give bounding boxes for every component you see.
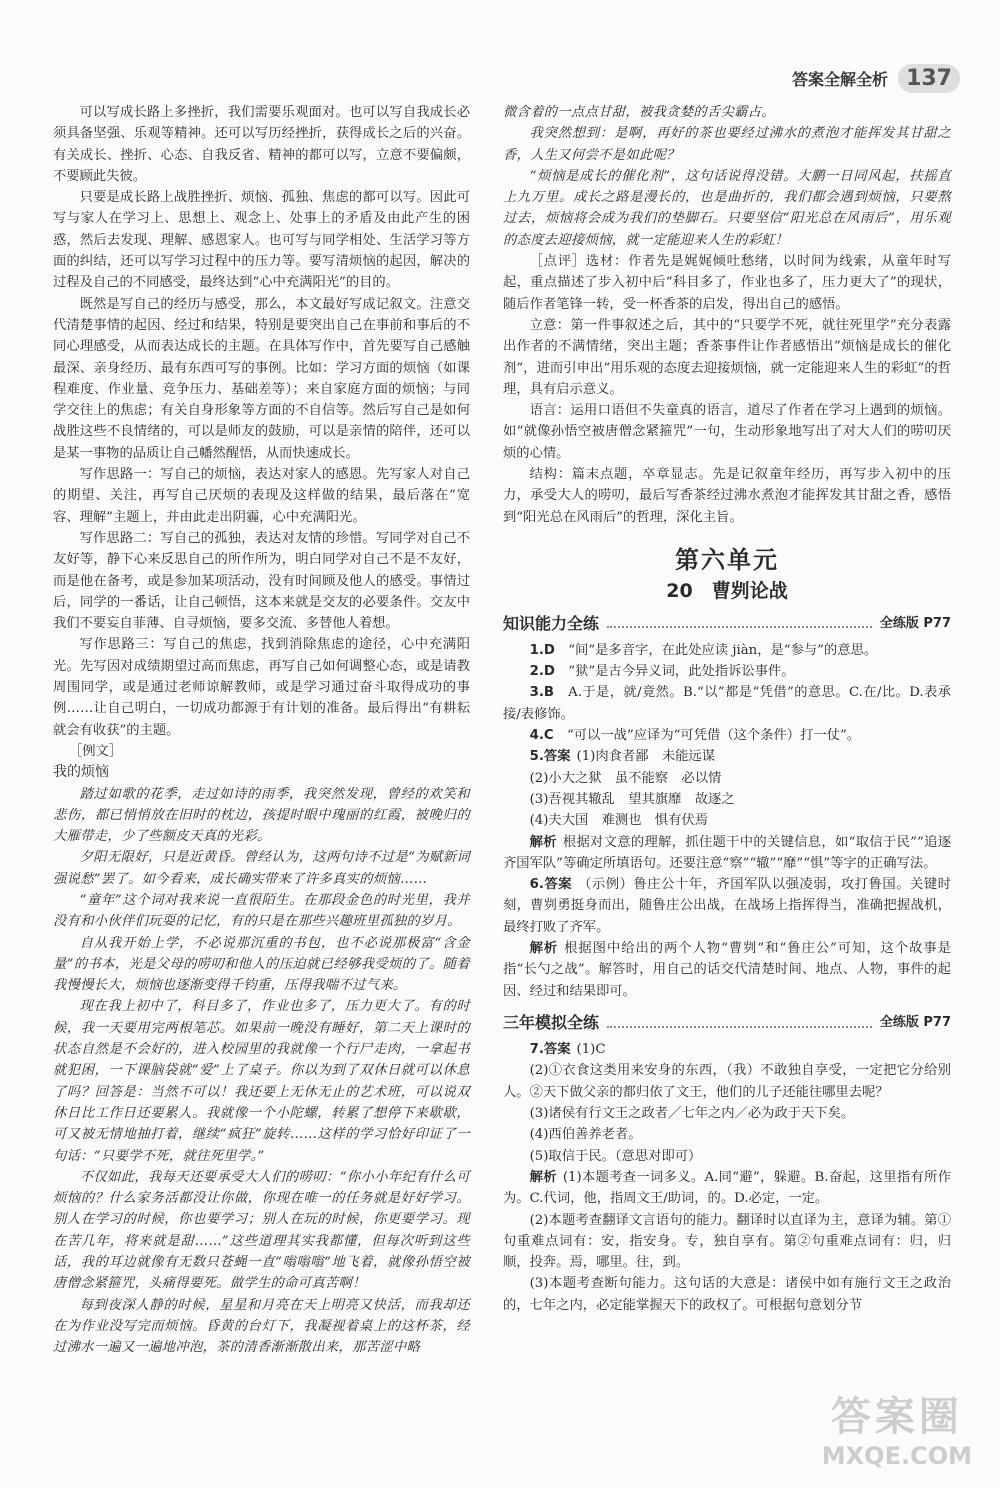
right-column	[503, 102, 951, 1316]
answer-line: (5)取信于民。（意思对即可）	[529, 1148, 702, 1164]
comment-paragraph: 立意：第一件事叙述之后，其中的“只要学不死，就往死里学”充分表露出作者的不满情绪，突出主题；香茶事件让作者感悟出“烦恼是成长的催化剂”，进而引申出“用乐观的态度去迎接烦恼，就一定能迎来人生的彩虹”的哲理，具有启示意义。	[503, 317, 951, 397]
answer-item	[503, 746, 951, 767]
section-name: 三年模拟全练	[503, 1012, 600, 1032]
section-ref: 全练版 P77	[879, 615, 951, 631]
explain-text: (1)本题考查一词多义。A.同“避”，躲避。B.奋起，这里指有所作为。C.代词，他，指周文王/助词，的。D.必定，一定。	[503, 1169, 952, 1207]
answer-line: (3)诸侯有行文王之政者／七年之内／必为政于天下矣。	[529, 1106, 855, 1122]
essay-paragraph: 不仅如此，我每天还要承受大人们的唠叨：“你小小年纪有什么可烦恼的？什么家务活都没让你做，你现在唯一的任务就是好好学习。别人在学习的时候，你也要学习；别人在玩的时候，你更要学习。现在苦几年，将来就是甜……”这些道理其实我都懂，但每次听到这些话，我的耳边就像有无数只苍蝇一直“嗡嗡嗡”地飞着，就像孙悟空被唐僧念紧箍咒，头痛得要死。做学生的命可真苦啊！	[53, 1169, 470, 1292]
section-divider	[607, 618, 872, 628]
item-text: “可以一战”应译为“可凭借（这个条件）打一仗”。	[566, 728, 861, 744]
section-name: 知识能力全练	[503, 613, 600, 633]
item-number: 7.	[529, 1042, 544, 1058]
section-divider	[607, 1018, 872, 1028]
paragraph: 可以写成长路上多挫折，我们需要乐观面对。也可以写自我成长必须具备坚强、乐观等精神。还可以写历经挫折，获得成长之后的兴奋。有关成长、挫折、心态、自我反省、精神的都可以写，立意不要偏颇，不要顾此失彼。	[53, 105, 470, 184]
section-ref: 全练版 P77	[879, 1014, 951, 1030]
item-number: 2.D	[529, 664, 555, 680]
section-header	[503, 613, 951, 634]
item-text: A.于是，就/竟然。B.“以”都是“凭借”的意思。C.在/比。D.表承接/表修饰。	[503, 685, 951, 722]
example-label: ［例文］	[68, 743, 123, 759]
explain-tag: 解析	[529, 940, 559, 956]
item-text: “狱”是古今异义词，此处指诉讼事件。	[568, 664, 795, 680]
answer-item	[503, 1039, 951, 1060]
left-column	[53, 102, 470, 1359]
header-title: 答案全解全析	[792, 70, 889, 89]
item-number: 6.	[529, 877, 544, 893]
comment-paragraph: 语言：运用口语但不失童真的语言，道尽了作者在学习上遇到的烦恼。如“就像孙悟空被唐僧念紧箍咒”一句，生动形象地写出了对大人们的唠叨厌烦的心情。	[503, 403, 951, 461]
paragraph: 写作思路一：写自己的烦恼，表达对家人的感恩。先写家人对自己的期望、关注，再写自己厌烦的表现及这样做的结果，最后落在“宽容、理解”主题上，并由此走出阴霾，心中充满阳光。	[53, 467, 470, 525]
answer-item	[503, 725, 951, 746]
item-number: 1.D	[529, 642, 555, 658]
explanation	[503, 938, 951, 1002]
answer-text: （示例）鲁庄公十年，齐国军队以强凌弱，攻打鲁国。关键时刻，曹刿勇挺身而出，随鲁庄公出战，在战场上指挥得当，准确把握战机，最终打败了齐军。	[503, 877, 952, 935]
page-number: 137	[898, 64, 960, 93]
answer-line: (1)C	[576, 1042, 606, 1058]
essay-paragraph: 夕阳无限好，只是近黄昏。曾经认为，这两句诗不过是“为赋新词强说愁”罢了。如今看来，成长确实带来了许多真实的烦恼……	[53, 850, 470, 887]
paragraph: 既然是写自己的经历与感受，那么，本文最好写成记叙文。注意交代清楚事情的起因、经过和结果，特别是要突出自己在事前和事后的不同心理感受，从而表达成长的主题。在具体写作中，首先要写自己感触最深、亲身经历、最有东西可写的事例。比如：学习方面的烦恼（如课程难度、作业量、竞争压力、基础差等）；来自家庭方面的烦恼；与同学交往上的焦虑；有关自身形象等方面的不自信等。然后写自己是如何战胜这些不良情绪的，可以是师友的鼓励，可以是亲情的陪伴，还可以是某一事物的品质让自己幡然醒悟，从而快速成长。	[53, 296, 470, 461]
explanation	[503, 832, 951, 875]
essay-paragraph: 我突然想到：是啊，再好的茶也要经过沸水的煮泡才能挥发其甘甜之香，人生又何尝不是如此呢？	[503, 126, 951, 163]
watermark-url: MXQE.COM	[821, 1442, 972, 1470]
explain-tag: 解析	[529, 1169, 557, 1185]
answer-item	[503, 661, 951, 682]
comment-paragraph	[503, 251, 951, 315]
watermark-text: 答案圈	[830, 1394, 963, 1440]
essay-paragraph: “童年”这个词对我来说一直很陌生。在那段金色的时光里，我并没有和小伙伴们玩耍的记忆，有的只是在那些兴趣班里孤独的岁月。	[53, 892, 470, 930]
essay-title: 我的烦恼	[53, 764, 109, 781]
explanation	[503, 1167, 951, 1210]
item-text: “间”是多音字，在此处应读 jiàn，是“参与”的意思。	[568, 642, 878, 658]
essay-paragraph: 自从我开始上学，不必说那沉重的书包，也不必说那极富“含金量”的书本，光是父母的唠叨和他人的压迫就已经够我受烦的了。随着我慢慢长大，烦恼也逐渐变得千钧重，压得我喘不过气来。	[53, 935, 470, 994]
answer-line: (2)①衣食这类用来安身的东西，（我）不敢独自享受，一定把它分给别人。②天下做父亲的都归依了文王，他们的儿子还能往哪里去呢？	[503, 1063, 951, 1100]
answer-item	[503, 682, 951, 725]
comment-paragraph: 结构：篇末点题，卒章显志。先是记叙童年经历，再写步入初中的压力，承受大人的唠叨，最后写香茶经过沸水煮泡才能挥发其甘甜之香，感悟到“阳光总在风雨后”的哲理，深化主旨。	[503, 467, 951, 525]
explain-text: 根据图中给出的两个人物“曹刿”和“鲁庄公”可知，这个故事是指“长勺之战”。解答时，用自己的话交代清楚时间、地点、人物，事件的起因、经过和结果即可。	[503, 940, 951, 999]
item-number: 5.	[529, 749, 544, 765]
explain-text: 根据对文意的理解，抓住题干中的关键信息，如“取信于民”“追逐齐国军队”等确定所填语句。还要注意“察”“辙”“靡”“惧”等字的正确写法。	[503, 834, 952, 871]
answer-item	[503, 874, 951, 938]
unit-title: 第六单元	[675, 545, 779, 574]
item-number: 4.C	[529, 728, 554, 744]
comment-label: ［点评］	[529, 254, 586, 270]
watermark-logo	[822, 1385, 972, 1470]
answer-line: (4)西伯善养老者。	[529, 1127, 642, 1143]
answer-tag: 答案	[543, 877, 573, 893]
paragraph: 写作思路三：写自己的焦虑，找到消除焦虑的途径，心中充满阳光。先写因对成绩期望过高而焦虑，再写自己如何调整心态，或是请教周围同学，或是通过老师谅解教师，或是学习通过奋斗取得成功的事例……让自己明白，一切成功都源于有计划的准备。最后得出“有耕耘就会有收获”的主题。	[53, 637, 470, 738]
answer-line: (2)小大之狱 虽不能察 必以情	[529, 770, 722, 786]
paragraph: 只要是成长路上战胜挫折、烦恼、孤独、焦虑的都可以写。因此可写与家人在学习上、思想上、观念上、处事上的矛盾及由此产生的困惑，然后去发现、理解、感恩家人。也可写与同学相处、生活学习等方面的纠结，还可以写学习过程中的压力等。要写清烦恼的起因，解决的过程及自己的不同感受，最终达到“心中充满阳光”的目的。	[53, 190, 470, 291]
answer-line: (4)夫大国 难测也 惧有伏焉	[529, 813, 708, 829]
lesson-title: 20 曹刿论战	[666, 580, 788, 603]
answer-line: (3)吾视其辙乱 望其旗靡 故逐之	[529, 791, 735, 807]
item-number: 3.B	[529, 685, 555, 701]
essay-paragraph: 现在我上初中了，科目多了，作业也多了，压力更大了。有的时候，我一天要用完两根笔芯。如果前一晚没有睡好，第二天上课时的状态自然是不会好的，进入校园里的我就像一个行尸走肉，一拿起书就犯困，一下课脑袋就“爱”上了桌子。你以为到了双休日就可以休息了吗？回答是：当然不可以！我还要上无休无止的艺术班，可以说双休日比工作日还要累人。我就像一个小陀螺，转累了想停下来歇歇，可又被无情地抽打着，继续“疯狂”旋转……这样的学习恰好印证了一句话：“只要学不死，就往死里学。”	[53, 999, 470, 1164]
answer-tag: 答案	[543, 1042, 571, 1058]
essay-paragraph: 微含着的一点点甘甜，被我贪婪的舌尖霸占。	[503, 105, 775, 120]
explain-text: (3)本题考查断句能力。这句话的大意是：诸侯中如有施行文王之政治的，七年之内，必定能掌握天下的政权了。可根据句意划分节	[503, 1276, 951, 1313]
essay-paragraph: 每到夜深人静的时候，星星和月亮在天上明亮又快活，而我却还在为作业没写完而烦恼。昏黄的台灯下，我凝视着桌上的这杯茶，经过沸水一遍又一遍地冲泡，茶的清香渐渐散出来，那苦涩中略	[53, 1297, 470, 1356]
answer-item	[503, 640, 951, 661]
essay-paragraph: “烦恼是成长的催化剂”，这句话说得没错。大鹏一日同风起，扶摇直上九万里。成长之路是漫长的，也是曲折的，我们都会遇到烦恼，只要熬过去，烦恼将会成为我们的垫脚石。只要坚信“阳光总在风雨后”，用乐观的态度去迎接烦恼，就一定能迎来人生的彩虹！	[503, 168, 951, 248]
page-header	[792, 64, 960, 93]
answer-tag: 答案	[543, 749, 571, 765]
paragraph: 写作思路二：写自己的孤独，表达对友情的珍惜。写同学对自己不友好等，静下心来反思自己的所作所为，明白同学对自己不是不友好，而是他在备考，或是参加某项活动，没有时间顾及他人的感受。事情过后，同学的一番话，让自己顿悟，这本来就是交友的必要条件。交友中我们不要妄自菲薄、自寻烦恼，要多交流、多替他人着想。	[53, 530, 470, 632]
explain-text: (2)本题考查翻译文言语句的能力。翻译时以直译为主，意译为辅。第①句重难点词有：安，指安身。专，独自享有。第②句重难点词有：归，归顺，投奔。焉，哪里。往，到。	[503, 1212, 951, 1271]
essay-paragraph: 踏过如歌的花季，走过如诗的雨季，我突然发现，曾经的欢笑和悲伤，都已悄悄放在旧时的枕边，孩提时眼中瑰丽的红霞，被晚归的大雁带走，少了些额皮天真的光彩。	[53, 786, 470, 845]
explain-tag: 解析	[529, 834, 557, 850]
answer-line: (1)肉食者鄙 未能远谋	[576, 749, 716, 765]
section-header	[503, 1012, 951, 1033]
comment-text: 选材：作者先是娓娓倾吐愁绪，以时间为线索，从童年时写起，重点描述了步入初中后“科目多了，作业也多了，压力更大了”的现状，随后作者笔锋一转，受一杯香茶的启发，得出自己的感悟。	[503, 254, 952, 312]
